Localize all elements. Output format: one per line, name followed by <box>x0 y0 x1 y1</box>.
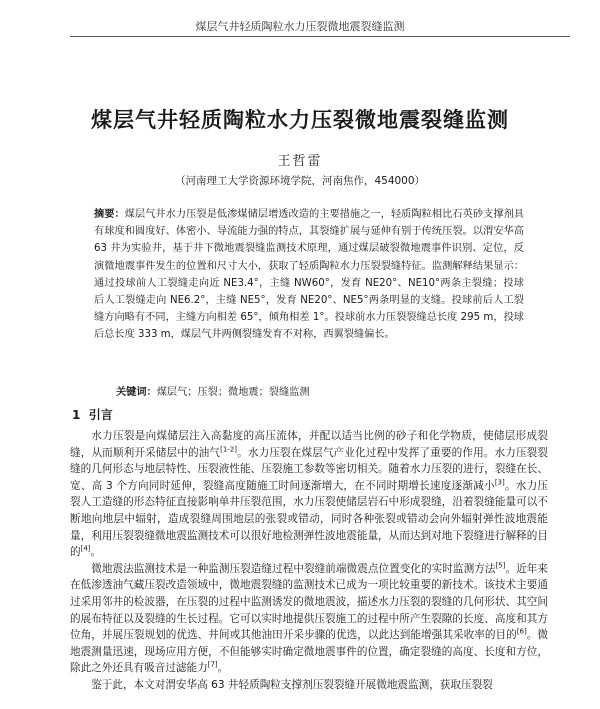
abstract-text: 煤层气井水力压裂是低渗煤储层增透改造的主要措施之一，轻质陶粒相比石英砂支撑剂具有球度和圆度好、体密小、导流能力强的特点，其裂缝扩展与延伸有别于传统压裂。以渭安华高 63 井为实验井，基于井下微地震裂缝监测技术原理，通过煤层破裂微地震事件识别、定位，反演微地震事件发生的位置和尺寸大小，获取了轻质陶粒水力压裂裂缝特征。监测解释结果显示：通过投球前人工裂缝走向近 NE3.4°，主缝 NW60°，发育 NE20°、NE10°两条主裂缝；投球后人工裂缝走向 NE6.2°，主缝 NE5°，发育 NE20°、NE5°两条明显的支缝。投球前后人工裂缝方向略有不同，主缝方向相差 65°，倾角相差 1°。投球前水力压裂裂缝总长度 295 m，投球后总长度 333 m，煤层气井两侧裂缝发育不对称，西翼裂缝偏长。 <box>94 209 524 341</box>
section-number: 1 <box>72 408 81 422</box>
paragraph <box>70 428 548 561</box>
text-run: 。水力压裂人工造缝的形态特征直接影响单井压裂范围，水力压裂使储层岩石中形成裂缝，沿着裂缝能量可以不断地向地层中辐射，造成裂缝周围地层的张裂或错动，同时各种张裂或错动会向外辐射弹性波地震能量，利用压裂裂缝微地震监测技术可以很好地检测弹性波地震能量，从而达到对地下裂缝进行解释的目的 <box>70 479 548 559</box>
running-head: 煤层气井轻质陶粒水力压裂微地震裂缝监测 <box>195 20 405 33</box>
paragraph: 鉴于此，本文对渭安华高 63 井轻质陶粒支撑剂压裂裂缝开展微地震监测，获取压裂裂 <box>91 678 493 691</box>
paragraph <box>70 561 548 677</box>
abstract <box>94 206 524 344</box>
citation: [3] <box>494 478 505 487</box>
text-run: 。水力压裂在煤层气产业化过程中发挥了重要的作用。水力压裂裂缝的几何形态与地层特性、压裂液性能、压裂施工参数等密切相关。随着水力压裂的进行，裂缝在长、宽、高 3 个方向同时延伸，裂缝高度随施工时间逐渐增大，在不同时期增长速度逐渐减小 <box>70 446 548 492</box>
paper-title: 煤层气井轻质陶粒水力压裂微地震裂缝监测 <box>91 108 509 132</box>
citation: [7] <box>207 660 218 669</box>
body-text <box>70 428 548 694</box>
text-run: 。近年来在低渗透油气藏压裂改造领域中，微地震裂缝的监测技术已成为一项比较重要的新技术。该技术主要通过采用邻井的检波器，在压裂的过程中监测诱发的微地震波，描述水力压裂的裂缝的几何形状、其空间的展布特征以及裂缝的生长过程。它可以实时地提供压裂施工的过程中所产生裂隙的长度、高度和其方位角，并展压裂规划的优选、井间或其他油田开采步骤的优选，以此达到能增强其采收率的目的 <box>70 562 548 642</box>
section-title: 引言 <box>88 408 113 422</box>
keywords-text: 煤层气；压裂；微地震；裂缝监测 <box>156 387 310 398</box>
citation: [6] <box>516 627 527 636</box>
text-run: 。 <box>217 662 229 675</box>
text-run: 。 <box>90 546 102 559</box>
text-run: 。微地震测量迅速，现场应用方便，不但能够实时确定微地震事件的位置，确定裂缝的高度、长度和方位，除此之外还具有吸音过滤能力 <box>70 629 549 675</box>
text-run: 微地震法监测技术是一种监测压裂造缝过程中裂缝前端微震点位置变化的实时监测方法 <box>91 562 496 575</box>
author: 王哲雷 <box>277 154 323 169</box>
keywords-label: 关键词： <box>116 387 157 398</box>
citation: [5] <box>495 561 506 570</box>
header-rule <box>70 36 570 37</box>
section-heading <box>72 406 113 423</box>
text-run: 水力压裂是向煤储层注入高黏度的高压流体，并配以适当比例的砂子和化学物质，使储层形成裂缝，从而顺利开采储层中的油气 <box>70 430 548 459</box>
affiliation: （河南理工大学资源环境学院，河南焦作，454000） <box>174 175 426 187</box>
citation: [1-2] <box>220 445 238 454</box>
citation: [4] <box>80 544 91 553</box>
keywords <box>116 383 536 398</box>
abstract-label: 摘要： <box>94 209 125 220</box>
